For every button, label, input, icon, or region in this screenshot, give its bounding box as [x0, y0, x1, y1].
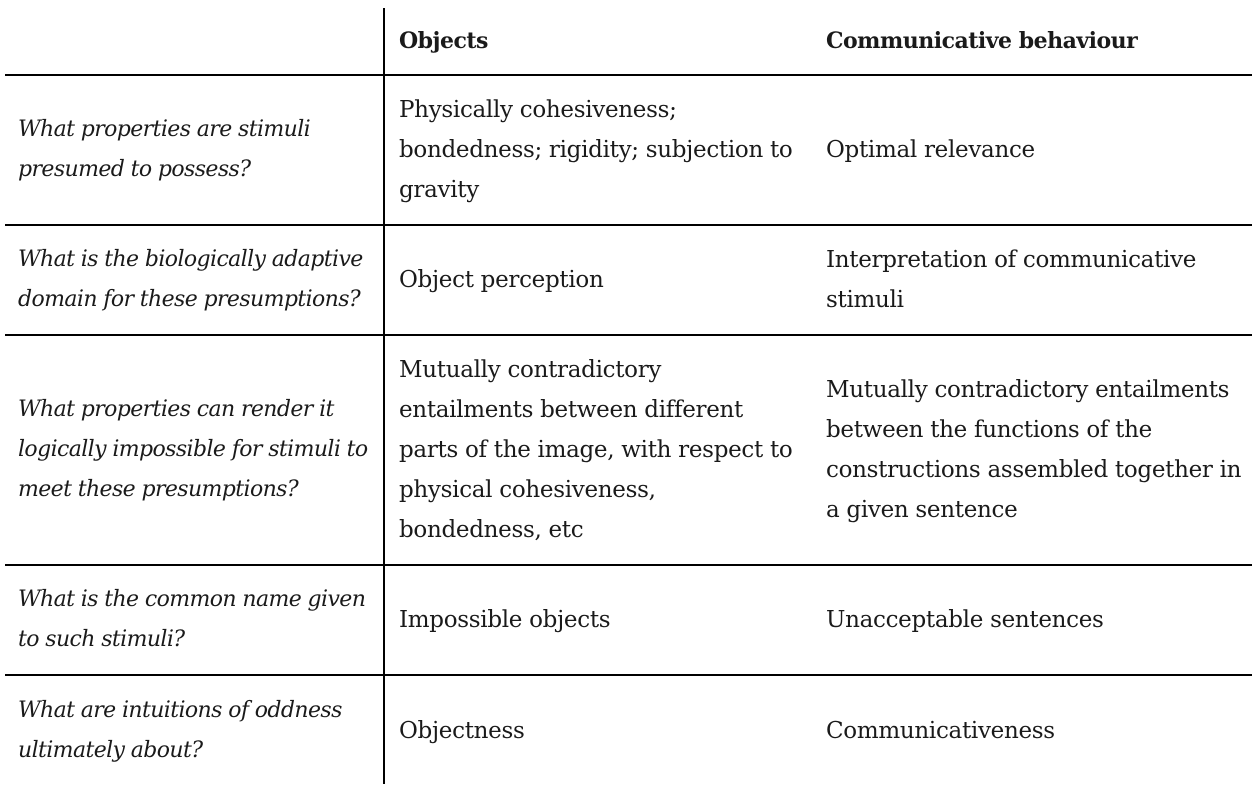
row-question: What are intuitions of oddness ultimately about? — [18, 698, 342, 763]
row-objects: Impossible objects — [399, 607, 611, 633]
row-objects: Objectness — [399, 718, 525, 744]
table-header-row — [5, 8, 1252, 74]
table-row — [5, 674, 1252, 786]
row-question: What properties can render it logically impossible for stimuli to meet these presumptions? — [18, 397, 368, 502]
row-question: What is the biologically adaptive domain for these presumptions? — [18, 247, 363, 312]
header-cell-objects: Objects — [399, 28, 488, 54]
table-row — [5, 334, 1252, 564]
table-row — [5, 74, 1252, 224]
row-communicative: Mutually contradictory entailments between the functions of the constructions assembled together in a given sentence — [826, 377, 1242, 523]
row-objects: Object perception — [399, 267, 604, 293]
table-row — [5, 564, 1252, 674]
row-question: What is the common name given to such stimuli? — [18, 587, 366, 652]
row-communicative: Communicativeness — [826, 718, 1055, 744]
row-communicative: Optimal relevance — [826, 137, 1035, 163]
row-communicative: Interpretation of communicative stimuli — [826, 247, 1197, 313]
row-question: What properties are stimuli presumed to possess? — [18, 117, 311, 182]
row-objects: Mutually contradictory entailments between different parts of the image, with respect to physical cohesiveness, bondedness, etc — [399, 357, 793, 543]
header-cell-communicative: Communicative behaviour — [826, 28, 1138, 54]
row-objects: Physically cohesiveness; bondedness; rigidity; subjection to gravity — [399, 97, 793, 203]
row-communicative: Unacceptable sentences — [826, 607, 1104, 633]
column-divider — [383, 8, 385, 784]
table-row — [5, 224, 1252, 334]
